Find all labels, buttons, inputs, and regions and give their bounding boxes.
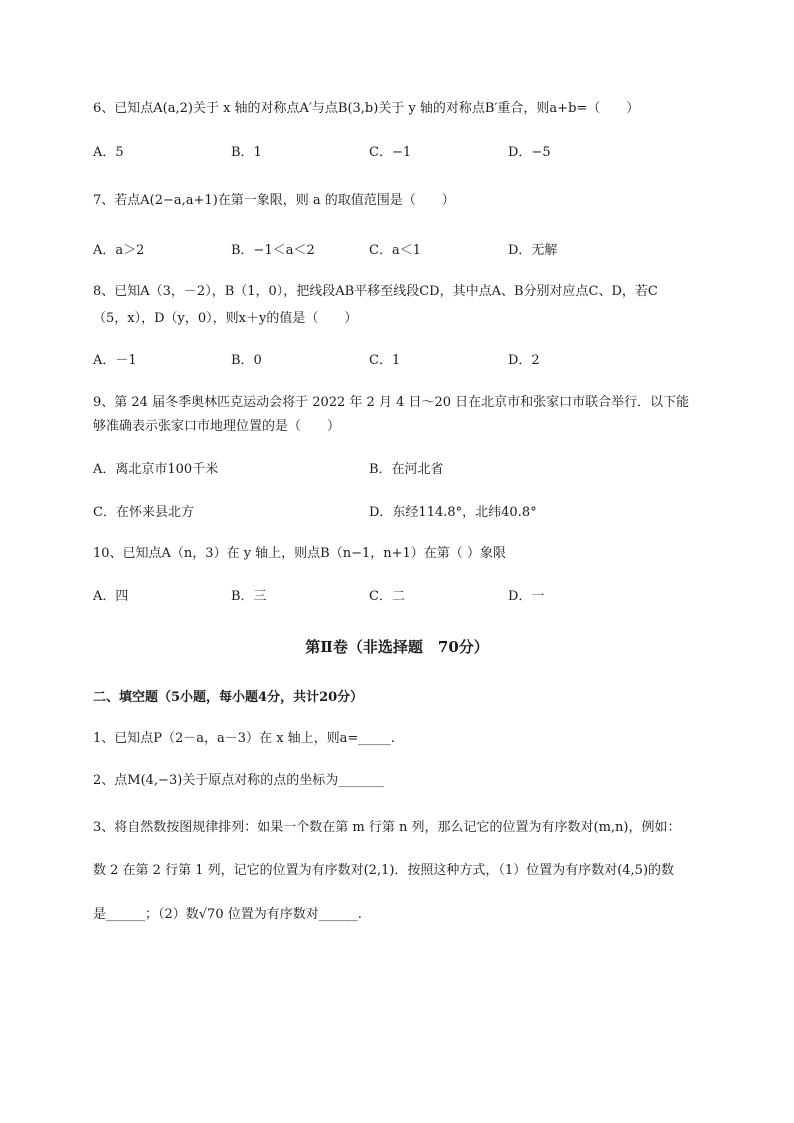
q7-option-a: A．a＞2: [93, 243, 145, 258]
q7-option-c: C．a＜1: [369, 243, 421, 258]
q8-option-b: B．0: [231, 353, 262, 368]
question-7: 7、若点A(2−a,a+1)在第一象限，则 a 的取值范围是（ ）: [93, 193, 455, 208]
q9-option-b: B．在河北省: [369, 462, 444, 477]
question-6: 6、已知点A(a,2)关于 x 轴的对称点A′与点B(3,b)关于 y 轴的对称点B′重合，则a+b=（ ）: [93, 101, 640, 116]
fill-question-2: 2、点M(4,−3)关于原点对称的点的坐标为_______: [93, 773, 384, 788]
q9-option-d: D．东经114.8°，北纬40.8°: [369, 505, 537, 520]
q6-option-b: B．1: [231, 145, 262, 160]
q8-option-d: D．2: [508, 353, 540, 368]
q6-option-c: C．−1: [369, 145, 412, 160]
question-9-line-2: 够准确表示张家口市地理位置的是（ ）: [93, 419, 341, 434]
q10-option-d: D．一: [508, 589, 545, 604]
q8-option-c: C．1: [369, 353, 401, 368]
q6-option-d: D．−5: [508, 145, 551, 160]
q9-option-c: C．在怀来县北方: [93, 505, 194, 520]
fill-question-1: 1、已知点P（2－a，a－3）在 x 轴上，则a=_____.: [93, 731, 395, 746]
q10-option-b: B．三: [231, 589, 267, 604]
fill-question-3-line-1: 3、将自然数按图规律排列：如果一个数在第 m 行第 n 列，那么记它的位置为有序数对(m,n)，例如：: [93, 820, 681, 835]
fill-in-section-heading: 二、填空题（5小题，每小题4分，共计20分）: [93, 690, 364, 705]
q8-option-a: A．－1: [93, 353, 137, 368]
question-10: 10、已知点A（n，3）在 y 轴上，则点B（n−1，n+1）在第（ ）象限: [93, 546, 506, 561]
q9-option-a: A．离北京市100千米: [93, 462, 219, 477]
question-8-line-1: 8、已知A（3，－2），B（1，0），把线段AB平移至线段CD，其中点A、B分别对应点C、D，若C: [93, 284, 658, 299]
q7-option-d: D．无解: [508, 243, 558, 258]
q10-option-a: A．四: [93, 589, 129, 604]
section-2-title: 第Ⅱ卷（非选择题 70分）: [305, 638, 489, 656]
question-9-line-1: 9、第 24 届冬季奥林匹克运动会将于 2022 年 2 月 4 日～20 日在北京市和张家口市联合举行．以下能: [93, 395, 690, 410]
q10-option-c: C．二: [369, 589, 405, 604]
fill-question-3-line-2: 数 2 在第 2 行第 1 列，记它的位置为有序数对(2,1)．按照这种方式，（1）位置为有序数对(4,5)的数: [93, 863, 675, 878]
question-8-line-2: （5，x），D（y，0），则x＋y的值是（ ）: [93, 311, 358, 326]
q7-option-b: B．−1＜a＜2: [231, 243, 315, 258]
q6-option-a: A．5: [93, 145, 124, 160]
fill-question-3-line-3: 是______；（2）数√70 位置为有序数对______.: [93, 907, 362, 922]
